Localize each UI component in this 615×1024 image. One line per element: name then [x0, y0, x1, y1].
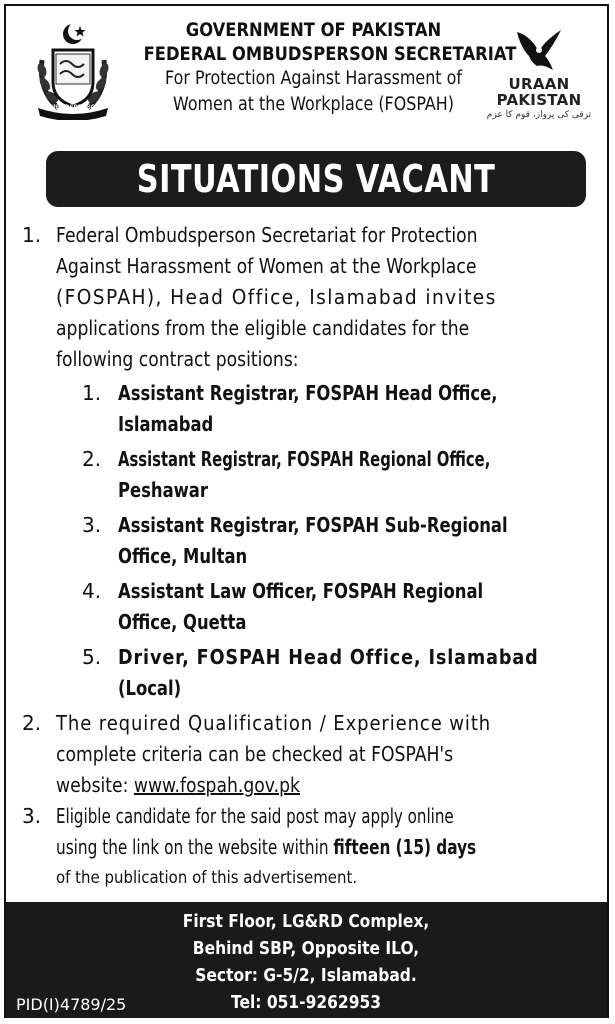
- position-title: Assistant Law Officer, FOSPAH Regional: [118, 579, 484, 603]
- website-link[interactable]: www.fospah.gov.pk: [133, 773, 300, 797]
- government-title: GOVERNMENT OF PAKISTAN: [185, 19, 442, 41]
- position-number: 4.: [82, 579, 102, 603]
- subtitle-line-1: For Protection Against Harassment of: [165, 68, 462, 89]
- uraan-pakistan-logo: [485, 26, 593, 146]
- header: [6, 6, 607, 151]
- position-number: 3.: [82, 513, 102, 537]
- telephone: Tel: 051-9262953: [230, 992, 382, 1013]
- apply-text: using the link on the website within: [56, 835, 334, 859]
- footer-address-block: [6, 902, 607, 1018]
- address-line-2: Behind SBP, Opposite ILO,: [192, 938, 420, 959]
- website-prefix: website:: [56, 773, 134, 797]
- deadline-text: fifteen (15) days: [333, 835, 477, 859]
- uraan-text: URAAN: [508, 75, 570, 93]
- pid-number: PID(I)4789/25: [16, 995, 127, 1014]
- paragraph-2: [22, 708, 596, 801]
- pakistan-text: PAKISTAN: [496, 91, 582, 109]
- list-item: [82, 444, 596, 506]
- list-item: [82, 510, 596, 572]
- header-titles: [116, 18, 517, 118]
- address-line-1: First Floor, LG&RD Complex,: [182, 911, 430, 932]
- situations-vacant-banner: [46, 151, 586, 207]
- position-title: Assistant Registrar, FOSPAH Regional Office,: [118, 447, 491, 471]
- position-title: Assistant Registrar, FOSPAH Head Office,: [118, 381, 498, 405]
- advertisement-body: [22, 220, 596, 894]
- position-location: (Local): [118, 676, 182, 700]
- position-number: 1.: [82, 381, 102, 405]
- paragraph-number: 2.: [22, 711, 42, 735]
- paragraph-line: Federal Ombudsperson Secretariat for Protection: [56, 223, 478, 247]
- paragraph-line: of the publication of this advertisement.: [56, 868, 358, 888]
- paragraph-line: following contract positions:: [56, 347, 299, 371]
- address-line-3: Sector: G-5/2, Islamabad.: [195, 965, 417, 986]
- paragraph-line: Eligible candidate for the said post may apply online: [56, 804, 454, 828]
- paragraph-line: (FOSPAH), Head Office, Islamabad invites: [56, 285, 497, 309]
- paragraph-number: 3.: [22, 804, 42, 828]
- advertisement-frame: [4, 4, 609, 1018]
- website-line: [56, 770, 520, 801]
- position-title: Assistant Registrar, FOSPAH Sub-Regional: [118, 513, 508, 537]
- subtitle-line-2: Women at the Workplace (FOSPAH): [173, 94, 454, 115]
- position-location: Peshawar: [118, 478, 208, 502]
- paragraph-line: [56, 832, 477, 863]
- paragraph-1: [22, 220, 596, 704]
- positions-list: [82, 378, 596, 704]
- paragraph-number: 1.: [22, 223, 42, 247]
- position-location: Office, Quetta: [118, 610, 247, 634]
- paragraph-line: complete criteria can be checked at FOSPAH's: [56, 742, 454, 766]
- paragraph-line: The required Qualification / Experience with: [56, 711, 492, 735]
- list-item: [82, 378, 596, 440]
- bird-icon: [509, 26, 569, 76]
- list-item: [82, 642, 596, 704]
- position-number: 2.: [82, 447, 102, 471]
- uraan-tagline: ترقی کی پرواز، قوم کا عزم: [486, 110, 592, 120]
- paragraph-line: Against Harassment of Women at the Workplace: [56, 254, 477, 278]
- list-item: [82, 576, 596, 638]
- paragraph-line: applications from the eligible candidates for the: [56, 316, 470, 340]
- address: [66, 908, 546, 1016]
- secretariat-title: FEDERAL OMBUDSPERSON SECRETARIAT: [143, 43, 517, 65]
- position-location: Office, Multan: [118, 544, 248, 568]
- banner-title: SITUATIONS VACANT: [136, 157, 496, 201]
- position-location: Islamabad: [118, 412, 214, 436]
- position-number: 5.: [82, 645, 102, 669]
- paragraph-3: [22, 801, 596, 894]
- position-title: Driver, FOSPAH Head Office, Islamabad: [118, 645, 539, 669]
- emblem-caption: OMBUDSPERSON: [45, 105, 101, 111]
